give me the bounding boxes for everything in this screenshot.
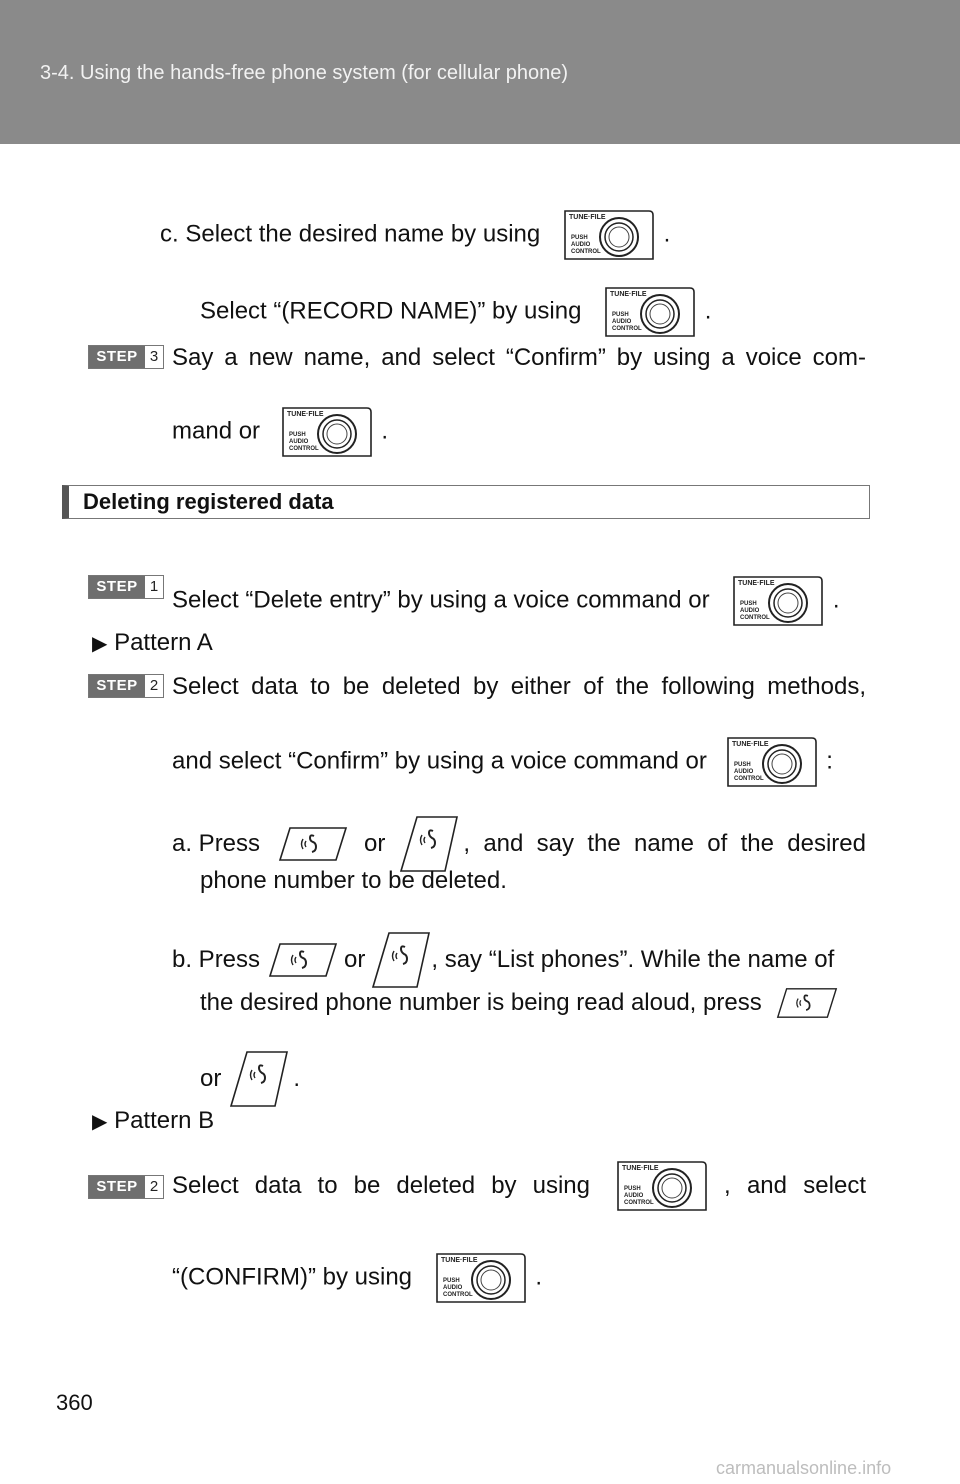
triangle-bullet-icon: ▶	[92, 633, 108, 655]
step2a-text: Select data to be deleted by either of the following methods,	[172, 673, 866, 700]
tune-file-knob-icon	[433, 1250, 529, 1306]
talk-switch-tall-icon	[399, 815, 459, 873]
talk-switch-icon	[278, 826, 348, 862]
triangle-bullet-icon: ▶	[92, 1111, 108, 1133]
step1-text: Select “Delete entry” by using a voice command or .	[172, 573, 840, 629]
tune-file-knob-icon	[724, 734, 820, 790]
step2b-continuation: “(CONFIRM)” by using .	[172, 1250, 542, 1306]
record-name-line: Select “(RECORD NAME)” by using .	[200, 284, 711, 340]
step-badge: STEP 2	[88, 674, 164, 698]
watermark: carmanualsonline.info	[716, 1458, 892, 1478]
talk-switch-icon	[776, 986, 838, 1020]
method-b-line2: the desired phone number is being read aloud, press	[200, 986, 838, 1020]
section-breadcrumb: 3-4. Using the hands-free phone system (for cellular phone)	[40, 62, 569, 84]
method-a-line: a. Press or , and say the name of the desired	[172, 815, 866, 873]
pattern-b-label: ▶ Pattern B	[92, 1107, 215, 1134]
pattern-a-label: ▶ Pattern A	[92, 629, 213, 656]
talk-switch-tall-icon	[229, 1050, 289, 1108]
section-heading: Deleting registered data	[62, 485, 870, 519]
method-b-line3: or .	[200, 1050, 300, 1108]
page-number: 360	[56, 1390, 93, 1415]
step3-text: Say a new name, and select “Confirm” by using a voice com-	[172, 344, 866, 371]
step3-continuation: mand or .	[172, 404, 388, 460]
step-badge: STEP 2	[88, 1175, 164, 1199]
step-badge: STEP 1	[88, 575, 164, 599]
c-select-line: c. Select the desired name by using .	[160, 207, 670, 263]
step-badge: STEP 3	[88, 345, 164, 369]
header-bar	[0, 0, 960, 144]
step2b-text: Select data to be deleted by using , and select	[172, 1158, 866, 1214]
tune-file-knob-icon	[561, 207, 657, 263]
tune-file-knob-icon	[730, 573, 826, 629]
step2a-continuation: and select “Confirm” by using a voice command or :	[172, 734, 833, 790]
method-a-line2: phone number to be deleted.	[200, 867, 507, 894]
tune-file-knob-icon	[279, 404, 375, 460]
tune-file-knob-icon	[614, 1158, 710, 1214]
talk-switch-tall-icon	[371, 931, 431, 989]
method-b-line: b. Press or , say “List phones”. While the name of	[172, 931, 834, 989]
tune-file-knob-icon	[602, 284, 698, 340]
talk-switch-icon	[268, 942, 338, 978]
